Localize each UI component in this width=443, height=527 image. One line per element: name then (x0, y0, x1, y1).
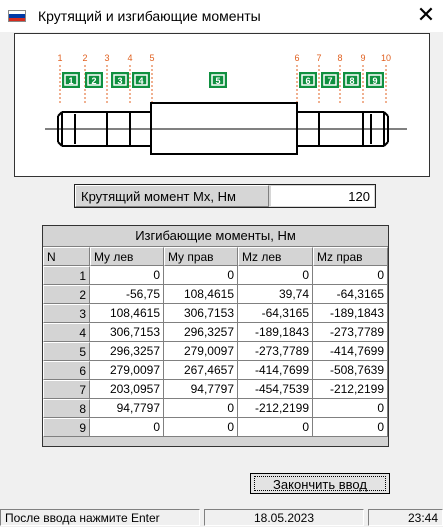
section-box-label: 4 (138, 76, 144, 86)
table-cell[interactable]: -414,7699 (238, 361, 313, 380)
table-row (43, 361, 388, 380)
status-time: 23:44 (368, 509, 443, 526)
table-row (43, 342, 388, 361)
table-header-row (43, 247, 388, 266)
row-number: 8 (43, 399, 90, 418)
section-box (111, 72, 129, 88)
table-cell[interactable]: 0 (164, 266, 238, 285)
table-cell[interactable]: 0 (313, 399, 388, 418)
status-hint: После ввода нажмите Enter (0, 509, 200, 526)
section-number: 7 (316, 53, 322, 63)
section-number: 6 (294, 53, 300, 63)
table-cell[interactable]: -189,1843 (238, 323, 313, 342)
table-cell[interactable]: 203,0957 (90, 380, 164, 399)
table-cell[interactable]: 0 (90, 418, 164, 437)
header-my-left: My лев (90, 247, 164, 266)
status-bar (0, 509, 443, 526)
table-cell[interactable]: 279,0097 (90, 361, 164, 380)
section-number: 10 (380, 53, 392, 63)
section-box (85, 72, 103, 88)
table-row (43, 323, 388, 342)
row-number: 4 (43, 323, 90, 342)
torque-input[interactable] (271, 186, 374, 206)
row-number: 6 (43, 361, 90, 380)
table-row (43, 418, 388, 437)
section-number: 8 (337, 53, 343, 63)
table-cell[interactable]: 108,4615 (164, 285, 238, 304)
table-cell[interactable]: 108,4615 (90, 304, 164, 323)
torque-label: Крутящий момент Mx, Нм (75, 185, 269, 207)
table-cell[interactable]: -273,7789 (238, 342, 313, 361)
table-cell[interactable]: -212,2199 (313, 380, 388, 399)
table-cell[interactable]: 0 (313, 266, 388, 285)
section-box (321, 72, 339, 88)
table-cell[interactable]: 94,7797 (90, 399, 164, 418)
section-box (62, 72, 80, 88)
header-mz-left: Mz лев (238, 247, 313, 266)
shaft-outline (62, 103, 384, 112)
table-cell[interactable]: 94,7797 (164, 380, 238, 399)
title-bar (0, 0, 443, 32)
table-cell[interactable]: 296,3257 (164, 323, 238, 342)
section-number: 5 (149, 53, 155, 63)
section-box (209, 72, 227, 88)
torque-field (74, 184, 376, 208)
section-box (366, 72, 384, 88)
table-cell[interactable]: -64,3165 (313, 285, 388, 304)
table-cell[interactable]: 0 (164, 418, 238, 437)
section-box-label: 2 (91, 76, 97, 86)
table-cell[interactable]: -64,3165 (238, 304, 313, 323)
section-number: 3 (104, 53, 110, 63)
status-date: 18.05.2023 (204, 509, 364, 526)
row-number: 3 (43, 304, 90, 323)
finish-input-label: Закончить ввод (254, 476, 386, 491)
table-cell[interactable]: -508,7639 (313, 361, 388, 380)
app-flag-icon (8, 10, 26, 22)
table-cell[interactable]: 267,4657 (164, 361, 238, 380)
section-number: 9 (360, 53, 366, 63)
section-number: 2 (82, 53, 88, 63)
finish-input-button[interactable] (250, 473, 390, 494)
table-cell[interactable]: 0 (313, 418, 388, 437)
table-cell[interactable]: 39,74 (238, 285, 313, 304)
bending-moments-table (42, 225, 389, 447)
table-cell[interactable]: -189,1843 (313, 304, 388, 323)
close-icon[interactable]: ✕ (416, 3, 436, 28)
table-cell[interactable]: 306,7153 (164, 304, 238, 323)
table-cell[interactable]: 279,0097 (164, 342, 238, 361)
row-number: 7 (43, 380, 90, 399)
section-box-label: 6 (305, 76, 311, 86)
row-number: 9 (43, 418, 90, 437)
header-mz-right: Mz прав (313, 247, 388, 266)
table-cell[interactable]: 306,7153 (90, 323, 164, 342)
section-box-label: 7 (327, 76, 333, 86)
section-box-label: 5 (215, 76, 221, 86)
window-title: Крутящий и изгибающие моменты (38, 8, 261, 24)
header-n: N (43, 247, 90, 266)
section-box-label: 1 (68, 76, 74, 86)
table-cell[interactable]: -454,7539 (238, 380, 313, 399)
table-cell[interactable]: 0 (238, 266, 313, 285)
table-cell[interactable]: 296,3257 (90, 342, 164, 361)
table-caption: Изгибающие моменты, Нм (43, 226, 388, 247)
section-number: 1 (57, 53, 63, 63)
row-number: 5 (43, 342, 90, 361)
header-my-right: My прав (164, 247, 238, 266)
shaft-drawing (14, 33, 430, 177)
table-cell[interactable]: -212,2199 (238, 399, 313, 418)
section-box (299, 72, 317, 88)
section-number: 4 (127, 53, 133, 63)
table-cell[interactable]: -56,75 (90, 285, 164, 304)
table-cell[interactable]: -273,7789 (313, 323, 388, 342)
table-cell[interactable]: 0 (238, 418, 313, 437)
shaft-svg (15, 34, 429, 176)
table-row (43, 266, 388, 285)
table-cell[interactable]: 0 (90, 266, 164, 285)
section-box (343, 72, 361, 88)
table-cell[interactable]: -414,7699 (313, 342, 388, 361)
row-number: 2 (43, 285, 90, 304)
table-row (43, 380, 388, 399)
table-row (43, 304, 388, 323)
table-row (43, 399, 388, 418)
section-box-label: 8 (349, 76, 355, 86)
shaft-outline (62, 146, 384, 154)
section-box-label: 9 (372, 76, 378, 86)
table-cell[interactable]: 0 (164, 399, 238, 418)
row-number: 1 (43, 266, 90, 285)
section-box-label: 3 (117, 76, 123, 86)
table-row (43, 285, 388, 304)
section-box (132, 72, 150, 88)
